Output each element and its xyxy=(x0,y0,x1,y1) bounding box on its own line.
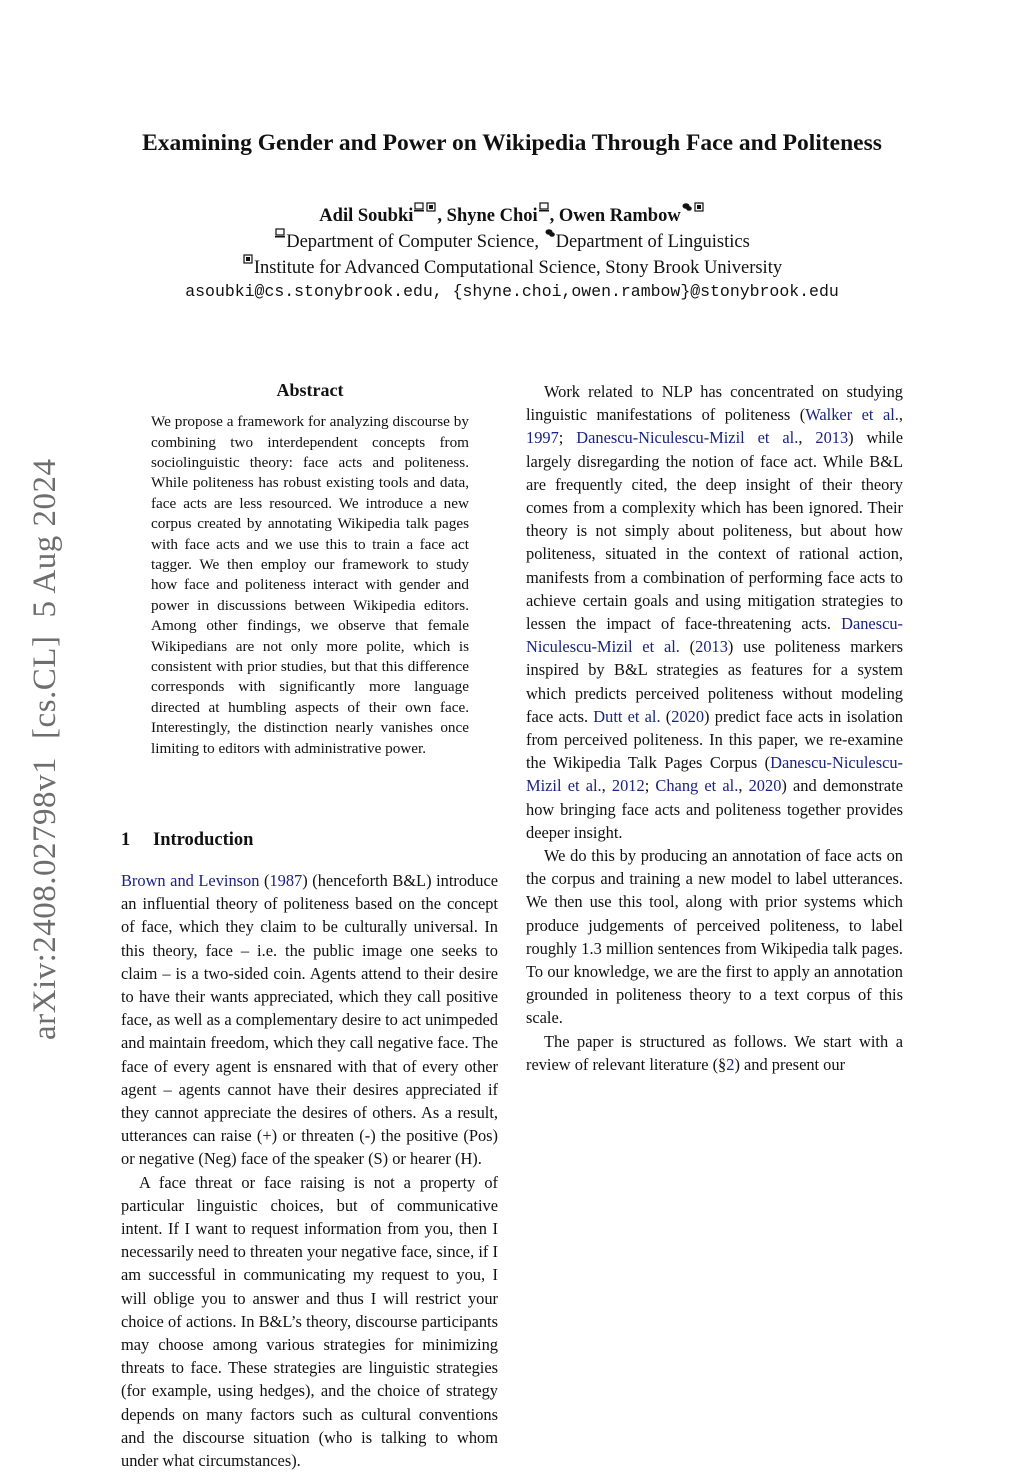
citation-link[interactable]: Danescu-Niculescu-Mizil et al. xyxy=(576,428,799,448)
intro-paragraph-3: Work related to NLP has concentrated on studying linguistic manifestations of politeness (Walker et al., 1997; Danescu-Niculescu-Mizil et al., 2013) while largely disregarding the notion of face act. While B&L are frequently cited, the deep insight of their theory comes from a complexity which has been ignored. Their theory is not simply about politeness, but about how politeness, situated in the context of rational action, manifests from a combination of performing face acts to achieve certain goals and using mitigation strategies to lessen the impact of face-threatening acts. Danescu-Niculescu-Mizil et al. (2013) use politeness markers inspired by B&L strategies as features for a system which predicts perceived politeness without modeling face acts. Dutt et al. (2020) predict face acts in isolation from perceived politeness. In this paper, we re-examine the Wikipedia Talk Pages Corpus (Danescu-Niculescu-Mizil et al., 2012; Chang et al., 2020) and demonstrate how bringing face acts and politeness together provides deeper insight. xyxy=(526,382,904,842)
affiliation-iacs: Institute for Advanced Computational Science, Stony Brook University xyxy=(253,258,783,278)
speech-bubble-icon xyxy=(682,202,692,212)
citation-link[interactable]: 2020 xyxy=(748,776,782,796)
section-link[interactable]: 2 xyxy=(726,1054,735,1074)
author-emails: asoubki@cs.stonybrook.edu, {shyne.choi,owen.rambow}@stonybrook.edu xyxy=(185,282,839,301)
arxiv-identifier xyxy=(23,440,67,1040)
citation-link[interactable]: Dutt et al. xyxy=(593,706,661,726)
author-rambow: , Owen Rambow xyxy=(549,206,681,226)
citation-link[interactable]: Walker et al. xyxy=(805,405,899,425)
arxiv-id: arXiv:2408.02798v1 xyxy=(26,756,63,1040)
abstract-heading: Abstract xyxy=(276,380,344,400)
section-heading-introduction xyxy=(121,830,253,851)
author-block xyxy=(0,202,1024,304)
institute-icon xyxy=(694,202,704,212)
right-column xyxy=(526,380,903,1076)
citation-link[interactable]: 2020 xyxy=(671,706,705,726)
author-choi: , Shyne Choi xyxy=(437,206,538,226)
intro-paragraph-5: The paper is structured as follows. We start with a review of relevant literature (§2) and present our xyxy=(526,1031,903,1074)
citation-link[interactable]: 2013 xyxy=(695,637,728,657)
arxiv-date: 5 Aug 2024 xyxy=(26,458,63,618)
computer-icon xyxy=(275,228,285,238)
intro-paragraph-1: Brown and Levinson (1987) (henceforth B&L) introduce an influential theory of politeness based on the concept of face, which they claim to be culturally universal. In this theory, face – i.e. the public image one seeks to claim – is a two-sided coin. Agents attend to their desire to have their wants appreciated, which they call positive face, as well as a complementary desire to act unimpeded and maintain freedom, which they call negative face. The face of every agent is ensnared with that of every other agent – agents cannot have their desires appreciated if they cannot appreciate the desires of others. As a result, utterances can raise (+) or threaten (-) the positive (Pos) or negative (Neg) face of the speaker (S) or hearer (H). xyxy=(121,871,498,1169)
intro-paragraph-4: We do this by producing an annotation of face acts on the corpus and training a new model to label utterances. We then use this tool, along with prior systems which produce judgements of perceived politeness, to label roughly 1.3 million sentences from Wikipedia talk pages. To our knowledge, we are the first to apply an annotation grounded in politeness theory to a text corpus of this scale. xyxy=(526,846,903,1028)
arxiv-category: [cs.CL] xyxy=(26,635,63,739)
citation-link[interactable]: 1997 xyxy=(526,428,559,448)
citation-link[interactable]: Chang et al. xyxy=(655,776,739,796)
affiliation-line-2 xyxy=(0,254,1024,280)
computer-icon xyxy=(539,202,549,212)
computer-icon xyxy=(414,202,424,212)
section-title: Introduction xyxy=(153,830,254,850)
section-number: 1 xyxy=(121,830,131,850)
speech-bubble-icon xyxy=(545,228,555,238)
intro-paragraph-2: A face threat or face raising is not a property of particular linguistic choices, but of communicative intent. If I want to request information from you, then I necessarily need to threaten your negative face, since, if I am successful in communicating my request to you, I will oblige you to answer and thus I will restrict your choice of actions. In B&L’s theory, discourse participants may choose among various strategies for minimizing threats to face. These strategies are linguistic strategies (for example, using hedges), and the choice of strategy depends on many factors such as cultural conventions and the discourse situation (who is talking to whom under what circumstances). xyxy=(121,1172,498,1471)
institute-icon xyxy=(426,202,436,212)
abstract-text: We propose a framework for analyzing discourse by combining two interdependent concepts from sociolinguistic theory: face acts and politeness. While politeness has robust existing tools and data, face acts are less resourced. We introduce a new corpus created by annotating Wikipedia talk pages with face acts and we use this to train a face act tagger. We then employ our framework to study how face and politeness interact with gender and power in discussions between Wikipedia editors. Among other findings, we observe that female Wikipedians are not only more polite, which is consistent with prior studies, but that this difference corresponds with significantly more language directed at humbling aspects of their own face. Interestingly, the distinction nearly vanishes once limiting to editors with administrative power. xyxy=(151,413,469,757)
affiliation-line-1 xyxy=(0,228,1024,254)
author-soubki: Adil Soubki xyxy=(319,206,414,226)
left-column xyxy=(121,869,498,1472)
citation-link[interactable]: 2012 xyxy=(611,776,645,796)
affiliation-linguistics: Department of Linguistics xyxy=(555,232,750,252)
abstract-section xyxy=(151,379,469,759)
paper-title: Examining Gender and Power on Wikipedia Through Face and Politeness xyxy=(142,130,882,156)
affiliation-cs: Department of Computer Science, xyxy=(286,232,544,252)
citation-link[interactable]: Danescu-Niculescu-Mizil et al. xyxy=(526,614,903,657)
citation-link[interactable]: Danescu-Niculescu-Mizil et al. xyxy=(526,753,903,796)
citation-link[interactable]: 1987 xyxy=(269,871,303,890)
citation-link[interactable]: Brown and Levinson xyxy=(121,871,260,890)
author-list xyxy=(0,202,1024,228)
institute-icon xyxy=(243,254,253,264)
citation-link[interactable]: 2013 xyxy=(815,428,849,448)
